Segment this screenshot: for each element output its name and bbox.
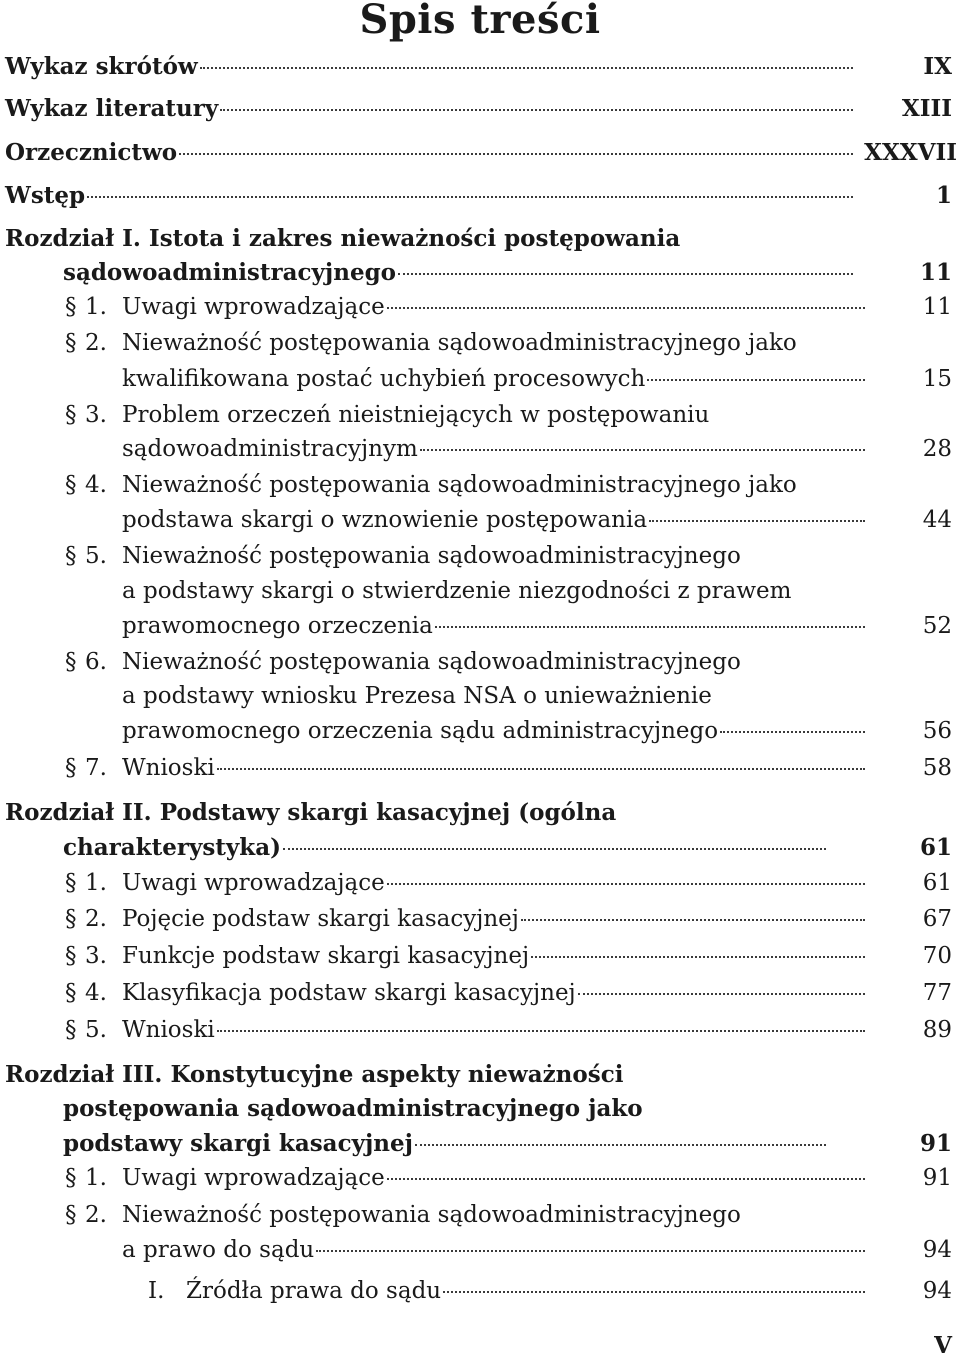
dot-leader xyxy=(179,153,853,155)
section-number: 2. xyxy=(85,906,107,932)
toc-entry-ch1-s5[interactable]: Nieważność postępowania sądowoadministracyjnego xyxy=(122,543,741,569)
section-symbol: § xyxy=(65,870,77,896)
toc-entry-ch2-s4[interactable] xyxy=(122,978,867,1008)
section-number: 1. xyxy=(85,294,107,320)
section-number: 5. xyxy=(85,543,107,569)
section-number: 6. xyxy=(85,649,107,675)
toc-entry-label: a prawo do sądu xyxy=(122,1237,315,1263)
page-folio: V xyxy=(934,1332,952,1359)
toc-entry-label: charakterystyka) xyxy=(63,834,281,861)
dot-leader xyxy=(316,1250,865,1252)
chapter-2-heading[interactable]: Rozdział II. Podstawy skargi kasacyjnej (ogólna xyxy=(5,799,617,826)
toc-entry-label: Wnioski xyxy=(122,1017,215,1043)
section-symbol: § xyxy=(65,1165,77,1191)
toc-entry-page: 1 xyxy=(935,182,952,209)
section-number: 3. xyxy=(85,943,107,969)
toc-entry-ch1-s3-cont[interactable] xyxy=(122,434,867,464)
section-number: 4. xyxy=(85,980,107,1006)
toc-entry-label: Uwagi wprowadzające xyxy=(122,294,385,320)
dot-leader xyxy=(415,1144,826,1146)
toc-entry-ch3-s2-i[interactable] xyxy=(186,1276,867,1306)
toc-entry-ch1-s4[interactable]: Nieważność postępowania sądowoadministracyjnego jako xyxy=(122,472,797,498)
toc-entry-ch2-s3[interactable] xyxy=(122,941,867,971)
toc-entry-label: podstawy skargi kasacyjnej xyxy=(63,1130,413,1157)
toc-entry-ch2-s1[interactable] xyxy=(122,868,867,898)
toc-entry-page: 94 xyxy=(922,1237,952,1263)
toc-entry-page: 28 xyxy=(922,436,952,462)
toc-entry-label: Wstęp xyxy=(5,182,86,209)
section-symbol: § xyxy=(65,755,77,781)
chapter-2-heading-cont[interactable] xyxy=(63,833,828,863)
chapter-3-heading-cont2[interactable] xyxy=(63,1129,828,1159)
toc-entry-page: 94 xyxy=(922,1278,952,1304)
section-symbol: § xyxy=(65,402,77,428)
section-symbol: § xyxy=(65,294,77,320)
toc-entry-page: 77 xyxy=(922,980,952,1006)
toc-entry-page: 70 xyxy=(922,943,952,969)
toc-entry-abbreviations[interactable] xyxy=(5,52,855,82)
toc-entry-label: kwalifikowana postać uchybień procesowych xyxy=(122,366,646,392)
toc-entry-label: Funkcje podstaw skargi kasacyjnej xyxy=(122,943,530,969)
dot-leader xyxy=(398,273,853,275)
section-symbol: § xyxy=(65,649,77,675)
section-symbol: § xyxy=(65,980,77,1006)
dot-leader xyxy=(387,307,865,309)
dot-leader xyxy=(217,1030,865,1032)
dot-leader xyxy=(200,67,853,69)
section-number: 3. xyxy=(85,402,107,428)
toc-entry-label: sądowoadministracyjnego xyxy=(63,259,396,286)
toc-entry-ch1-s6[interactable]: Nieważność postępowania sądowoadministracyjnego xyxy=(122,649,741,675)
toc-entry-ch3-s2[interactable]: Nieważność postępowania sądowoadministracyjnego xyxy=(122,1202,741,1228)
toc-entry-page: 44 xyxy=(922,507,952,533)
dot-leader xyxy=(283,848,826,850)
toc-entry-ch1-s6-cont2[interactable] xyxy=(122,716,867,746)
section-number: 1. xyxy=(85,1165,107,1191)
toc-entry-label: prawomocnego orzeczenia sądu administracyjnego xyxy=(122,718,719,744)
dot-leader xyxy=(649,520,865,522)
section-number: 1. xyxy=(85,870,107,896)
section-symbol: § xyxy=(65,330,77,356)
toc-entry-page: 56 xyxy=(922,718,952,744)
toc-entry-literature[interactable] xyxy=(5,94,855,124)
dot-leader xyxy=(720,731,865,733)
chapter-3-heading[interactable]: Rozdział III. Konstytucyjne aspekty nieważności xyxy=(5,1061,624,1088)
toc-entry-page: 52 xyxy=(922,613,952,639)
chapter-1-heading-cont[interactable] xyxy=(63,258,855,288)
toc-entry-page: 61 xyxy=(919,834,952,861)
section-number: 7. xyxy=(85,755,107,781)
toc-entry-ch1-s4-cont[interactable] xyxy=(122,505,867,535)
toc-entry-label: Uwagi wprowadzające xyxy=(122,1165,385,1191)
chapter-3-heading-cont[interactable]: postępowania sądowoadministracyjnego jako xyxy=(63,1095,643,1122)
toc-entry-page: 91 xyxy=(922,1165,952,1191)
section-number: 5. xyxy=(85,1017,107,1043)
toc-entry-ch1-s2[interactable]: Nieważność postępowania sądowoadministracyjnego jako xyxy=(122,330,797,356)
dot-leader xyxy=(443,1291,865,1293)
dot-leader xyxy=(531,956,865,958)
toc-entry-page: 11 xyxy=(919,259,952,286)
toc-entry-label: prawomocnego orzeczenia xyxy=(122,613,433,639)
section-symbol: § xyxy=(65,943,77,969)
toc-entry-label: Wykaz literatury xyxy=(5,95,219,122)
toc-entry-page: XXXVII xyxy=(864,139,957,166)
dot-leader xyxy=(220,109,853,111)
toc-entry-label: Wykaz skrótów xyxy=(5,53,198,80)
section-symbol: § xyxy=(65,472,77,498)
dot-leader xyxy=(647,379,865,381)
dot-leader xyxy=(387,1178,865,1180)
page-title: Spis treści xyxy=(359,0,601,43)
toc-entry-label: Orzecznictwo xyxy=(5,139,178,166)
toc-entry-page: 15 xyxy=(922,366,952,392)
toc-entry-ch3-s1[interactable] xyxy=(122,1163,867,1193)
toc-entry-ch2-s5[interactable] xyxy=(122,1015,867,1045)
toc-entry-label: Źródła prawa do sądu xyxy=(186,1278,442,1304)
toc-entry-ch1-s7[interactable] xyxy=(122,753,867,783)
toc-entry-page: 61 xyxy=(922,870,952,896)
toc-entry-label: sądowoadministracyjnym xyxy=(122,436,418,462)
toc-entry-label: Uwagi wprowadzające xyxy=(122,870,385,896)
toc-entry-page: 58 xyxy=(922,755,952,781)
toc-entry-ch1-s3[interactable]: Problem orzeczeń nieistniejących w postępowaniu xyxy=(122,402,710,428)
toc-entry-page: XIII xyxy=(901,95,952,122)
toc-entry-ch1-s5-cont2[interactable] xyxy=(122,611,867,641)
dot-leader xyxy=(435,626,865,628)
toc-entry-ch3-s2-cont[interactable] xyxy=(122,1235,867,1265)
toc-entry-ch1-s2-cont[interactable] xyxy=(122,364,867,394)
toc-entry-page: 91 xyxy=(919,1130,952,1157)
section-symbol: § xyxy=(65,1017,77,1043)
toc-entry-label: Wnioski xyxy=(122,755,215,781)
toc-entry-page: IX xyxy=(923,53,952,80)
section-number: 4. xyxy=(85,472,107,498)
section-symbol: § xyxy=(65,1202,77,1228)
toc-entry-ch2-s2[interactable] xyxy=(122,904,867,934)
dot-leader xyxy=(87,196,853,198)
dot-leader xyxy=(521,919,865,921)
section-symbol: § xyxy=(65,543,77,569)
section-symbol: § xyxy=(65,906,77,932)
toc-entry-page: 67 xyxy=(922,906,952,932)
toc-entry-page: 89 xyxy=(922,1017,952,1043)
subsection-number: I. xyxy=(148,1278,165,1304)
toc-entry-label: Klasyfikacja podstaw skargi kasacyjnej xyxy=(122,980,576,1006)
toc-entry-label: podstawa skargi o wznowienie postępowania xyxy=(122,507,648,533)
toc-entry-case-law[interactable] xyxy=(5,138,855,168)
toc-entry-introduction[interactable] xyxy=(5,181,855,211)
toc-entry-ch1-s6-cont[interactable]: a podstawy wniosku Prezesa NSA o unieważnienie xyxy=(122,683,712,709)
dot-leader xyxy=(578,993,865,995)
chapter-1-heading[interactable]: Rozdział I. Istota i zakres nieważności postępowania xyxy=(5,225,681,252)
dot-leader xyxy=(420,449,865,451)
toc-entry-ch1-s5-cont[interactable]: a podstawy skargi o stwierdzenie niezgodności z prawem xyxy=(122,578,792,604)
toc-entry-label: Pojęcie podstaw skargi kasacyjnej xyxy=(122,906,519,932)
toc-entry-ch1-s1[interactable] xyxy=(122,292,867,322)
section-number: 2. xyxy=(85,330,107,356)
toc-entry-page: 11 xyxy=(922,294,952,320)
dot-leader xyxy=(217,768,865,770)
section-number: 2. xyxy=(85,1202,107,1228)
dot-leader xyxy=(387,883,865,885)
